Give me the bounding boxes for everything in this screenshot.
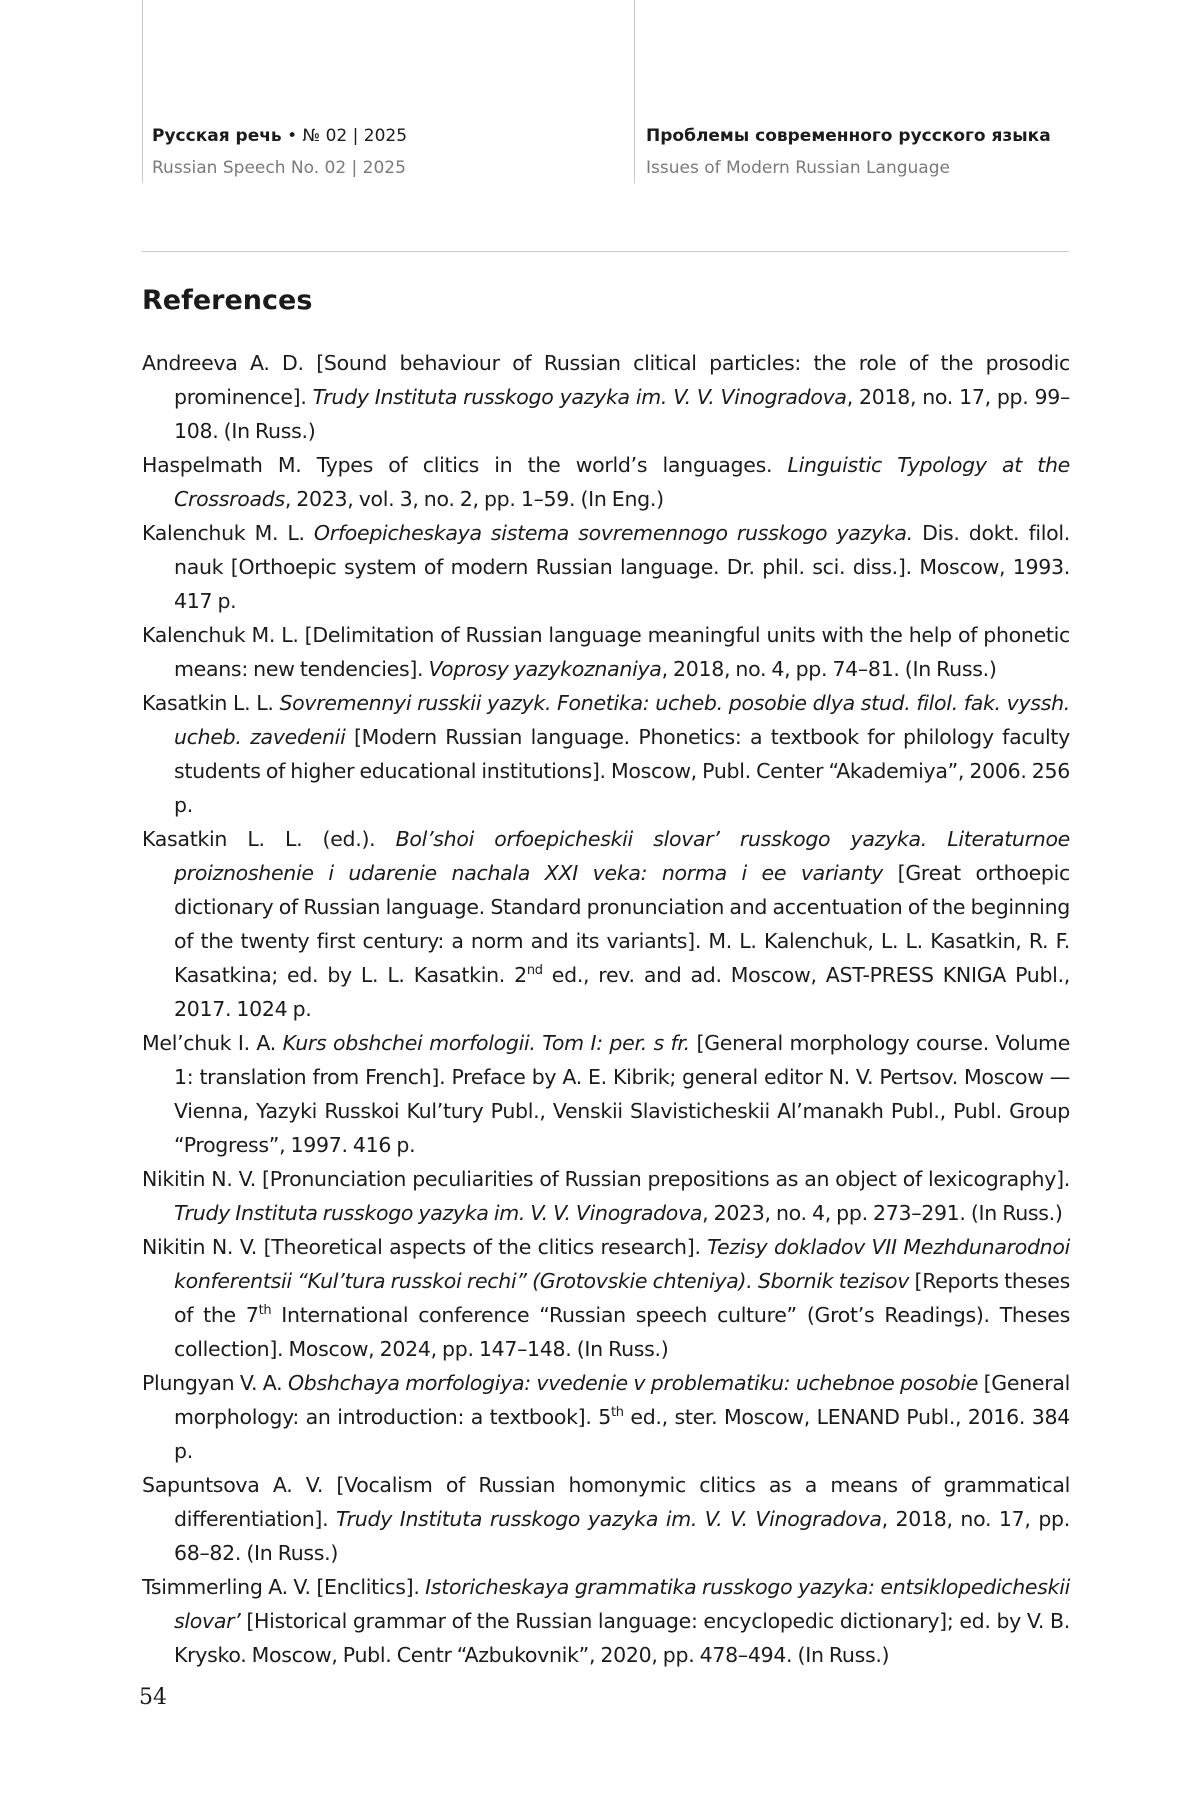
references-heading: References (142, 285, 313, 316)
reference-text: ed., ster. Moscow, LENAND Publ., 2016. 384 p. (174, 1405, 1070, 1463)
reference-text: [Historical grammar of the Russian language: encyclopedic dictionary]; ed. by V. B. Krysko. Moscow, Publ. Centr “Azbukovnik”, 2020, pp. 478–494. (In Russ.) (174, 1609, 1070, 1667)
reference-superscript: th (258, 1303, 272, 1319)
reference-entry (142, 822, 1070, 1026)
reference-text: Kalenchuk M. L. (142, 521, 314, 545)
bullet: • (287, 126, 303, 146)
reference-text: ed., rev. and ad. Moscow, AST-PRESS KNIGA Publ., 2017. 1024 p. (174, 963, 1071, 1021)
section-title-en: Issues of Modern Russian Language (646, 158, 950, 178)
reference-text: International conference “Russian speech culture” (Grot’s Readings). Theses collection]. Moscow, 2024, pp. 147–148. (In Russ.) (174, 1303, 1071, 1361)
issue-ru: № 02 | 2025 (302, 126, 408, 146)
reference-superscript: nd (526, 963, 543, 979)
reference-source-title: Bol’shoi orfoepicheskii slovar’ russkogo yazyka. Literaturnoe proiznoshenie i udarenie nachala XXI veka: norma i ee varianty (174, 827, 1070, 885)
reference-entry (142, 346, 1070, 448)
reference-text: Andreeva A. D. [Sound behaviour of Russian clitical particles: the role of the prosodic prominence]. (142, 351, 1070, 409)
reference-source-title: Orfoepicheskaya sistema sovremennogo russkogo yazyka. (313, 521, 913, 545)
reference-text: Nikitin N. V. [Theoretical aspects of the clitics research]. (142, 1235, 708, 1259)
reference-source-title: Voprosy yazykoznaniya (428, 657, 662, 681)
reference-text: Tsimmerling A. V. [Enclitics]. (142, 1575, 426, 1599)
reference-text: Sapuntsova A. V. [Vocalism of Russian homonymic clitics as a means of grammatical differentiation]. (142, 1473, 1070, 1531)
reference-text: [General morphology: an introduction: a textbook]. 5 (174, 1371, 1070, 1429)
left-margin-line (142, 0, 143, 183)
reference-entry (142, 1162, 1070, 1230)
reference-entry (142, 618, 1070, 686)
reference-entry (142, 448, 1070, 516)
reference-source-title: Kurs obshchei morfologii. Tom I: per. s fr. (282, 1031, 690, 1055)
reference-text: [General morphology course. Volume 1: translation from French]. Preface by A. E. Kibrik; general editor N. V. Pertsov. Moscow — Vienna, Yazyki Russkoi Kul’tury Publ., Venskii Slavisticheskii Al’manakh Publ., Publ. Group “Progress”, 1997. 416 p. (174, 1031, 1071, 1157)
reference-text: Haspelmath M. Types of clitics in the world’s languages. (142, 453, 788, 477)
journal-name-ru (152, 124, 407, 148)
center-divider-line (634, 0, 635, 183)
reference-entry (142, 1468, 1070, 1570)
reference-entry (142, 1366, 1070, 1468)
reference-source-title: Trudy Instituta russkogo yazyka im. V. V. Vinogradova (336, 1507, 882, 1531)
reference-text: Dis. dokt. filol. nauk [Orthoepic system of modern Russian language. Dr. phil. sci. diss.]. Moscow, 1993. 417 p. (174, 521, 1071, 613)
reference-source-title: Sovremennyi russkii yazyk. Fonetika: ucheb. posobie dlya stud. filol. fak. vyssh. ucheb. zavedenii (174, 691, 1070, 749)
journal-name-en: Russian Speech No. 02 | 2025 (152, 158, 406, 178)
journal-title-ru: Русская речь (152, 126, 282, 146)
reference-source-title: Tezisy dokladov VII Mezhdunarodnoi konferentsii “Kul’tura russkoi rechi” (Grotovskie chteniya). Sbornik tezisov (174, 1235, 1070, 1293)
reference-source-title: Obshchaya morfologiya: vvedenie v problematiku: uchebnoe posobie (287, 1371, 979, 1395)
reference-entry (142, 1230, 1070, 1366)
reference-text: , 2023, vol. 3, no. 2, pp. 1–59. (In Eng.) (284, 487, 664, 511)
running-header-right (646, 124, 1051, 180)
reference-text: Mel’chuk I. A. (142, 1031, 283, 1055)
reference-entry (142, 686, 1070, 822)
section-title-ru (646, 124, 1051, 148)
reference-text: Plungyan V. A. (142, 1371, 288, 1395)
reference-text: [Great orthoepic dictionary of Russian language. Standard pronunciation and accentuation of the beginning of the twenty first century: a norm and its variants]. M. L. Kalenchuk, L. L. Kasatkin, R. F. Kasatkina; ed. by L. L. Kasatkin. 2 (174, 861, 1070, 987)
reference-text: [Reports theses of the 7 (174, 1269, 1070, 1327)
reference-entry (142, 1026, 1070, 1162)
reference-entry (142, 1570, 1070, 1672)
reference-text: , 2018, no. 4, pp. 74–81. (In Russ.) (661, 657, 997, 681)
running-header-left (152, 124, 407, 180)
reference-entry (142, 516, 1070, 618)
header-rule (142, 251, 1069, 252)
reference-text: Kalenchuk M. L. [Delimitation of Russian language meaningful units with the help of phonetic means: new tendencies]. (142, 623, 1070, 681)
reference-source-title: Trudy Instituta russkogo yazyka im. V. V. Vinogradova (312, 385, 847, 409)
reference-text: Nikitin N. V. [Pronunciation peculiarities of Russian prepositions as an object of lexicography]. (142, 1167, 1070, 1191)
reference-text: , 2023, no. 4, pp. 273–291. (In Russ.) (702, 1201, 1063, 1225)
reference-text: [Modern Russian language. Phonetics: a textbook for philology faculty students of higher educational institutions]. Moscow, Publ. Center “Akademiya”, 2006. 256 p. (174, 725, 1070, 817)
reference-text: , 2018, no. 17, pp. 99–108. (In Russ.) (174, 385, 1070, 443)
reference-source-title: Trudy Instituta russkogo yazyka im. V. V. Vinogradova (174, 1201, 703, 1225)
reference-text: Kasatkin L. L. (ed.). (142, 827, 396, 851)
page-number: 54 (139, 1685, 167, 1710)
section-title-ru-text: Проблемы современного русского языка (646, 126, 1051, 146)
reference-superscript: th (610, 1405, 624, 1421)
references-list (142, 346, 1070, 1672)
reference-text: Kasatkin L. L. (142, 691, 280, 715)
reference-source-title: Linguistic Typology at the Crossroads (174, 453, 1070, 511)
reference-text: , 2018, no. 17, pp. 68–82. (In Russ.) (174, 1507, 1070, 1565)
reference-source-title: Istoricheskaya grammatika russkogo yazyka: entsiklopedicheskii slovar’ (174, 1575, 1070, 1633)
